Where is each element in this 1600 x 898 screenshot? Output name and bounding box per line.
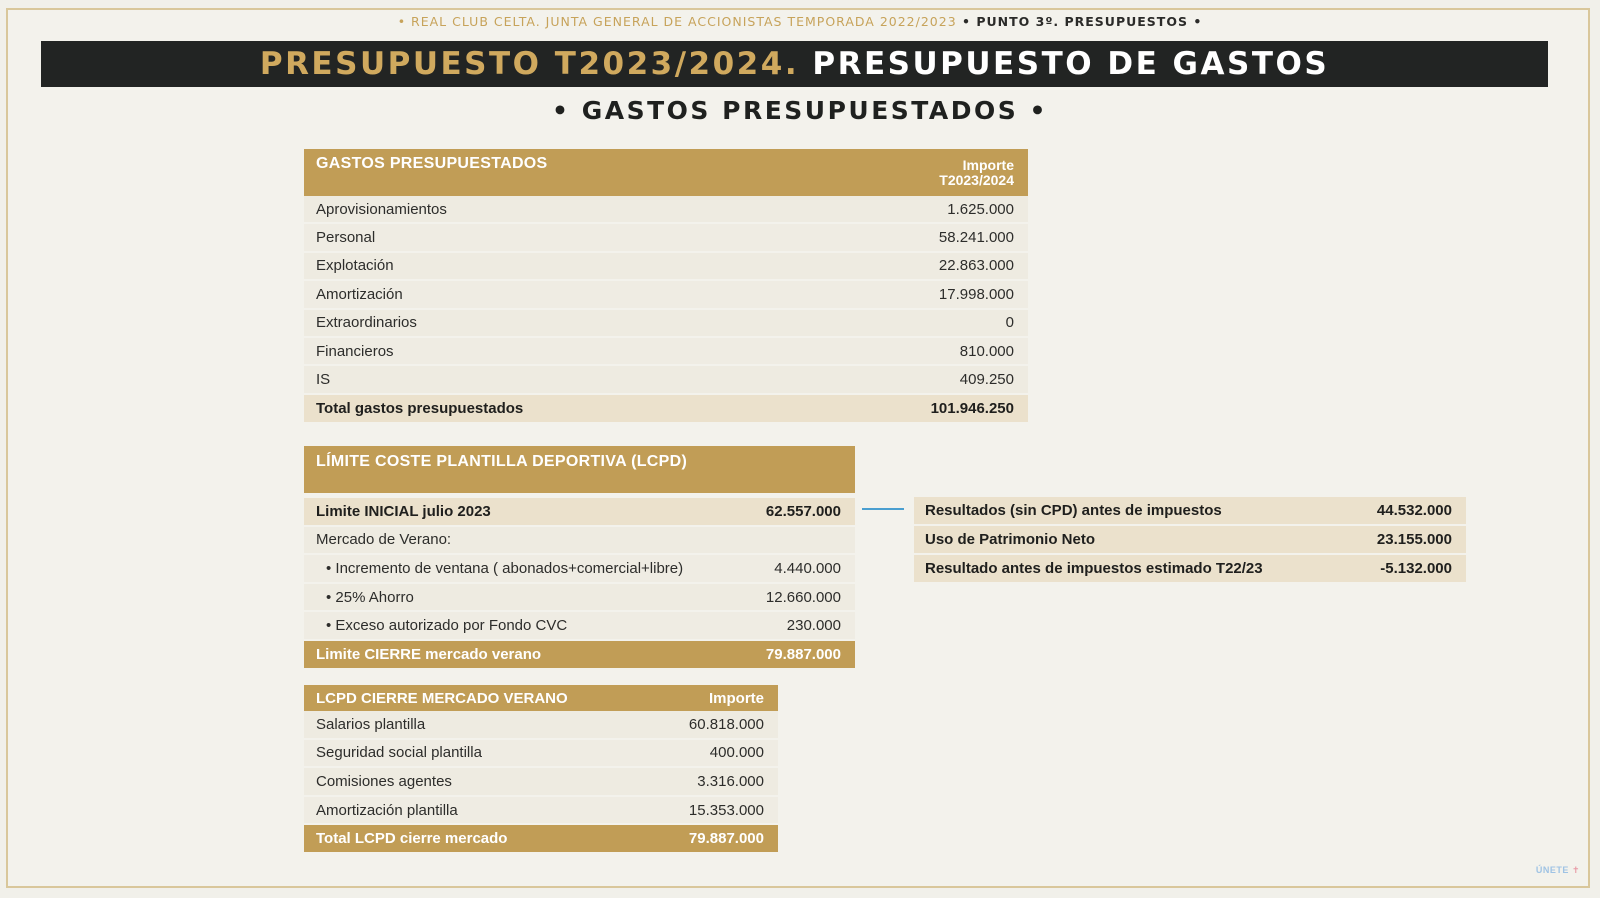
row-label: Aprovisionamientos [316,200,447,218]
row-value: 230.000 [786,617,841,635]
row-label: • 25% Ahorro [326,588,414,606]
row-value: -5.132.000 [1380,560,1452,577]
table-header [304,685,778,711]
table-row [914,497,1466,526]
row-label: Limite INICIAL julio 2023 [316,502,491,520]
logo-text: ÚNETE [1535,865,1569,875]
initial-limit-row [304,498,855,527]
table-row [914,555,1466,584]
total-row [304,825,778,854]
row-label: Limite CIERRE mercado verano [316,645,542,663]
header-amount-line1: Importe [962,157,1014,173]
table-row [304,366,1028,394]
cross-icon: ✝ [1571,865,1580,875]
row-label: Mercado de Verano: [316,531,452,549]
row-label: Extraordinarios [316,314,417,332]
row-label: Salarios plantilla [316,715,426,733]
table-row [304,310,1028,338]
row-value: 17.998.000 [938,285,1014,303]
table-row [304,711,778,740]
breadcrumb-event: • REAL CLUB CELTA. JUNTA GENERAL DE ACCIONISTAS TEMPORADA 2022/2023 [397,14,957,29]
breadcrumb [0,14,1600,29]
table-row [304,612,855,641]
lcpd-table [304,446,855,670]
row-label: Resultado antes de impuestos estimado T22/23 [925,560,1263,577]
row-value: 58.241.000 [938,229,1014,247]
row-value: 400.000 [709,744,764,762]
row-label: IS [316,371,331,389]
row-label: Amortización plantilla [316,801,458,819]
table-row [304,281,1028,309]
row-value: 23.155.000 [1376,531,1452,548]
table-row [304,338,1028,366]
total-row [304,395,1028,424]
table-row [304,797,778,826]
row-label: Comisiones agentes [316,772,452,790]
row-label: Amortización [316,285,403,303]
row-value: 62.557.000 [765,502,841,520]
table-row [304,555,855,584]
section-label-row [304,527,855,556]
page-title [41,41,1548,87]
row-label: Seguridad social plantilla [316,744,482,762]
resultados-table [914,497,1466,584]
table-row [304,253,1028,281]
row-label: Resultados (sin CPD) antes de impuestos [925,502,1222,519]
row-value: 4.440.000 [774,559,841,577]
row-label: Uso de Patrimonio Neto [925,531,1096,548]
row-value: 15.353.000 [688,801,764,819]
page-title-budget: PRESUPUESTO T2023/2024. [259,46,800,82]
row-value: 3.316.000 [697,772,764,790]
breadcrumb-section: • PUNTO 3º. PRESUPUESTOS • [956,14,1203,29]
total-value: 79.887.000 [688,830,764,848]
table-row [304,768,778,797]
row-label: Explotación [316,257,394,275]
row-value: 44.532.000 [1376,502,1452,519]
row-value: 0 [1005,314,1014,332]
connector-line [862,508,904,510]
table-header-title: GASTOS PRESUPUESTADOS [316,155,548,172]
table-row [304,196,1028,224]
table-row [304,224,1028,252]
row-value: 60.818.000 [688,715,764,733]
row-value: 22.863.000 [938,257,1014,275]
table-header: LÍMITE COSTE PLANTILLA DEPORTIVA (LCPD) [304,446,855,493]
table-header-title: LCPD CIERRE MERCADO VERANO [316,689,568,707]
table-row [304,584,855,613]
lcpd-cierre-table [304,685,778,854]
row-label: Personal [316,229,376,247]
row-value: 79.887.000 [765,645,841,663]
unete-logo [1536,865,1580,876]
row-label: • Exceso autorizado por Fondo CVC [326,617,568,635]
section-subtitle: • GASTOS PRESUPUESTADOS • [552,96,1048,125]
table-header-amount [939,158,1014,188]
row-value: 409.250 [959,371,1014,389]
header-amount-line2: T2023/2024 [939,172,1014,188]
gastos-presupuestados-table [304,149,1028,424]
row-label: • Incremento de ventana ( abonados+comercial+libre) [326,559,684,577]
table-header [304,149,1028,196]
row-value: 12.660.000 [765,588,841,606]
total-label: Total LCPD cierre mercado [316,830,508,848]
total-value: 101.946.250 [930,399,1014,417]
row-value: 1.625.000 [947,200,1014,218]
table-row [914,526,1466,555]
total-label: Total gastos presupuestados [316,399,524,417]
row-value: 810.000 [959,342,1014,360]
table-row [304,740,778,769]
page-title-subject: PRESUPUESTO DE GASTOS [799,46,1330,82]
row-label: Financieros [316,342,394,360]
closing-limit-row [304,641,855,670]
table-header-amount: Importe [708,689,764,707]
